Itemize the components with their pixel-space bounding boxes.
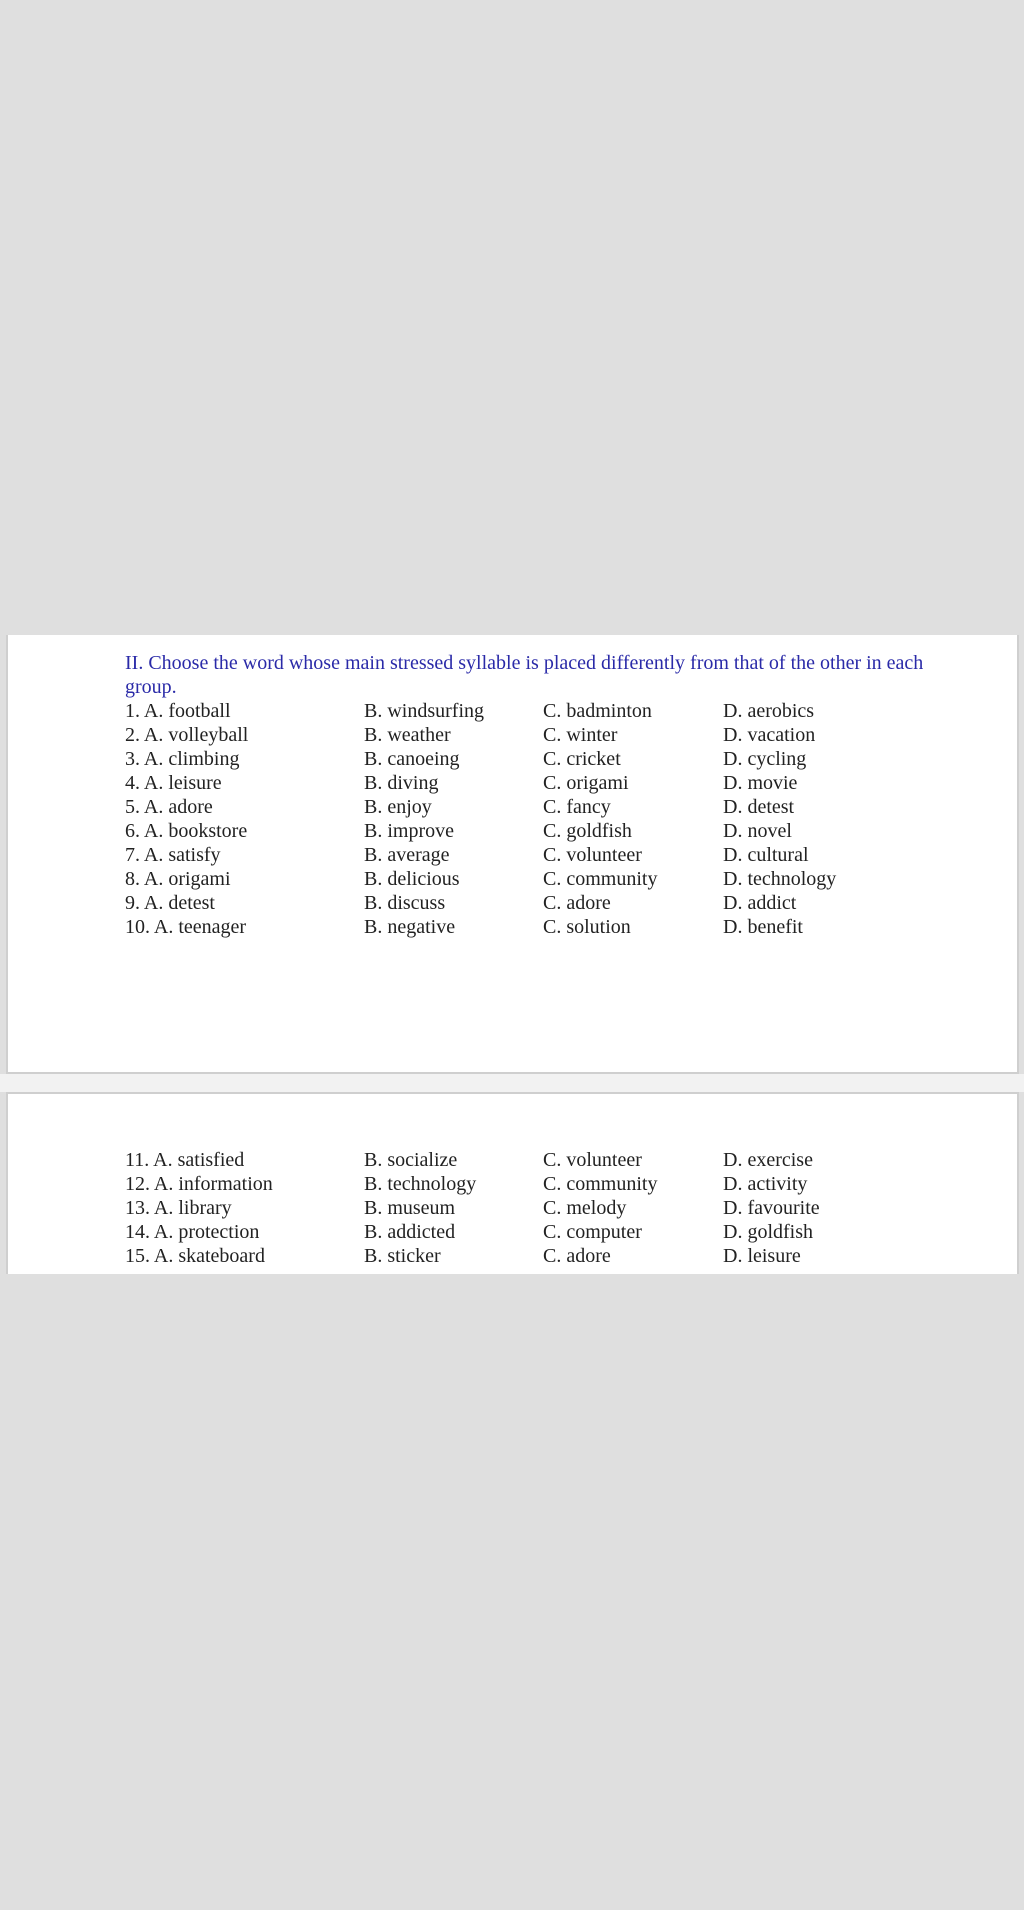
option-b: B. average xyxy=(364,844,450,866)
option-a: 12. A. information xyxy=(125,1173,273,1195)
option-a: 6. A. bookstore xyxy=(125,820,248,842)
option-c: C. community xyxy=(543,1173,658,1195)
option-d: D. exercise xyxy=(723,1149,813,1171)
option-a: 15. A. skateboard xyxy=(125,1245,265,1267)
option-c: C. winter xyxy=(543,724,618,746)
option-a: 1. A. football xyxy=(125,700,231,722)
question-list-continued xyxy=(125,1148,947,1268)
option-b: B. addicted xyxy=(364,1221,456,1243)
option-b: B. negative xyxy=(364,916,456,938)
option-a: 13. A. library xyxy=(125,1197,232,1219)
option-d: D. favourite xyxy=(723,1197,820,1219)
option-c: C. community xyxy=(543,868,658,890)
option-a: 11. A. satisfied xyxy=(125,1149,245,1171)
question-row xyxy=(125,771,947,795)
option-c: C. solution xyxy=(543,916,631,938)
option-b: B. windsurfing xyxy=(364,700,484,722)
option-d: D. aerobics xyxy=(723,700,815,722)
option-d: D. detest xyxy=(723,796,795,818)
question-row xyxy=(125,819,947,843)
option-c: C. cricket xyxy=(543,748,621,770)
option-b: B. diving xyxy=(364,772,439,794)
option-d: D. activity xyxy=(723,1173,808,1195)
option-b: B. weather xyxy=(364,724,451,746)
option-c: C. origami xyxy=(543,772,629,794)
option-b: B. delicious xyxy=(364,868,460,890)
question-row xyxy=(125,891,947,915)
question-row xyxy=(125,843,947,867)
document-page-1 xyxy=(6,635,1019,1074)
question-row xyxy=(125,1172,947,1196)
option-c: C. volunteer xyxy=(543,1149,642,1171)
question-row xyxy=(125,699,947,723)
option-a: 14. A. protection xyxy=(125,1221,260,1243)
exercise-content-continued xyxy=(125,1148,947,1268)
option-a: 7. A. satisfy xyxy=(125,844,221,866)
option-b: B. canoeing xyxy=(364,748,460,770)
option-d: D. cycling xyxy=(723,748,807,770)
option-d: D. vacation xyxy=(723,724,816,746)
question-row xyxy=(125,1196,947,1220)
option-a: 5. A. adore xyxy=(125,796,213,818)
page-separator xyxy=(0,1074,1024,1092)
option-c: C. volunteer xyxy=(543,844,642,866)
option-b: B. discuss xyxy=(364,892,446,914)
option-c: C. badminton xyxy=(543,700,652,722)
exercise-content xyxy=(125,651,947,939)
question-row xyxy=(125,1220,947,1244)
question-list xyxy=(125,699,947,939)
option-a: 8. A. origami xyxy=(125,868,231,890)
document-page-2 xyxy=(6,1092,1019,1274)
option-d: D. benefit xyxy=(723,916,803,938)
option-d: D. technology xyxy=(723,868,837,890)
question-row xyxy=(125,1244,947,1268)
option-a: 9. A. detest xyxy=(125,892,215,914)
option-b: B. enjoy xyxy=(364,796,432,818)
question-row xyxy=(125,1148,947,1172)
question-row xyxy=(125,747,947,771)
option-c: C. goldfish xyxy=(543,820,632,842)
option-d: D. leisure xyxy=(723,1245,801,1267)
option-c: C. adore xyxy=(543,892,611,914)
option-d: D. novel xyxy=(723,820,792,842)
option-a: 3. A. climbing xyxy=(125,748,240,770)
option-b: B. technology xyxy=(364,1173,477,1195)
option-b: B. socialize xyxy=(364,1149,458,1171)
option-d: D. movie xyxy=(723,772,798,794)
option-c: C. computer xyxy=(543,1221,642,1243)
question-row xyxy=(125,795,947,819)
option-d: D. cultural xyxy=(723,844,809,866)
option-d: D. addict xyxy=(723,892,797,914)
question-row xyxy=(125,723,947,747)
option-a: 10. A. teenager xyxy=(125,916,247,938)
question-row xyxy=(125,915,947,939)
option-a: 4. A. leisure xyxy=(125,772,222,794)
option-a: 2. A. volleyball xyxy=(125,724,249,746)
option-b: B. improve xyxy=(364,820,454,842)
section-heading: II. Choose the word whose main stressed syllable is placed differently from that of the other in each group. xyxy=(125,652,924,698)
option-b: B. sticker xyxy=(364,1245,441,1267)
option-c: C. fancy xyxy=(543,796,611,818)
option-c: C. adore xyxy=(543,1245,611,1267)
option-d: D. goldfish xyxy=(723,1221,813,1243)
option-b: B. museum xyxy=(364,1197,456,1219)
question-row xyxy=(125,867,947,891)
option-c: C. melody xyxy=(543,1197,627,1219)
